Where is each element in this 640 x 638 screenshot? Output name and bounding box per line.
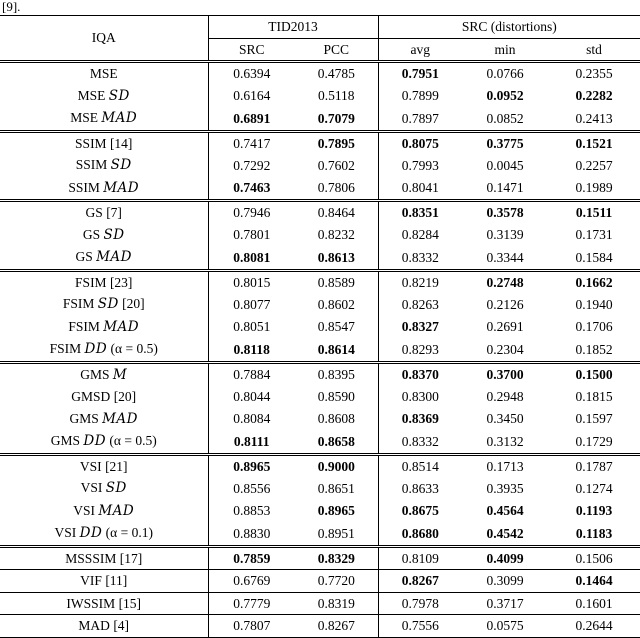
value-cell: 0.8075 [401, 135, 439, 151]
value-cell: 0.2257 [575, 157, 613, 173]
col-header-std: std [586, 41, 602, 57]
value-cell: 0.8293 [401, 341, 439, 357]
value-cell: 0.8675 [401, 503, 439, 518]
value-cell: 0.8332 [401, 433, 439, 449]
table-row [0, 85, 640, 108]
value-cell: 0.7859 [233, 550, 271, 566]
value-cell: 0.8329 [295, 546, 378, 570]
math-symbol: DD [79, 525, 103, 541]
value-cell: 0.8300 [401, 389, 439, 404]
value-cell: 0.8051 [233, 319, 271, 334]
value-cell: 0.2748 [486, 274, 524, 290]
iqa-method-cell: SSIM [14] [0, 131, 208, 154]
iqa-method-cell: MSE MAD [0, 107, 208, 131]
value-cell: 0.7556 [401, 618, 439, 633]
value-cell: 0.8109 [401, 550, 439, 566]
value-cell: 0.1662 [575, 274, 613, 290]
value-cell: 0.8556 [233, 480, 271, 496]
value-cell: 0.8332 [401, 249, 439, 265]
math-symbol: SD [103, 226, 125, 243]
value-cell: 0.1193 [575, 503, 613, 518]
caption-fragment: [9]. [2, 0, 21, 14]
math-symbol: MAD [101, 110, 138, 126]
iqa-method-cell: FSIM SD [20] [0, 293, 208, 316]
value-cell: 0.3700 [486, 367, 524, 382]
value-cell: 0.7946 [233, 205, 271, 220]
iqa-method-cell: VSI [21] [0, 454, 208, 477]
value-cell: 0.3578 [486, 205, 524, 220]
math-symbol: MAD [103, 318, 140, 335]
table-row [0, 454, 640, 477]
value-cell: 0.8965 [295, 500, 378, 523]
value-cell: 0.8351 [401, 205, 439, 220]
value-cell: 0.8319 [295, 592, 378, 615]
value-cell: 0.8633 [401, 480, 439, 496]
value-cell: 0.8614 [295, 338, 378, 362]
value-cell: 0.1989 [575, 180, 613, 195]
value-cell: 0.7899 [401, 88, 439, 103]
value-cell: 0.8613 [295, 246, 378, 270]
value-cell: 0.7079 [295, 107, 378, 131]
iqa-method-cell: MSSSIM [17] [0, 546, 208, 570]
table-header [0, 16, 640, 62]
value-cell: 0.3935 [486, 480, 524, 496]
value-cell: 0.3344 [486, 249, 524, 265]
value-cell: 0.1713 [486, 458, 524, 474]
iqa-method-cell: GMS MAD [0, 408, 208, 431]
value-cell: 0.1183 [575, 525, 613, 541]
value-cell: 0.8514 [401, 458, 439, 474]
value-cell: 0.1584 [575, 249, 613, 265]
value-cell: 0.5118 [295, 85, 378, 108]
table-row [0, 386, 640, 408]
value-cell: 0.9000 [295, 454, 378, 477]
value-cell: 0.7807 [233, 618, 271, 633]
value-cell: 0.8077 [233, 296, 271, 312]
math-symbol: MAD [103, 179, 140, 196]
value-cell: 0.4785 [295, 62, 378, 85]
value-cell: 0.0766 [486, 66, 524, 81]
col-header-min: min [494, 41, 516, 57]
value-cell: 0.7720 [295, 570, 378, 593]
value-cell: 0.1706 [575, 319, 613, 334]
value-cell: 0.1940 [575, 296, 613, 312]
value-cell: 0.1506 [575, 550, 613, 566]
value-cell: 0.6769 [233, 573, 271, 588]
iqa-method-cell: GS MAD [0, 246, 208, 270]
table-row [0, 546, 640, 570]
iqa-method-cell: MAD [4] [0, 615, 208, 638]
value-cell: 0.0575 [486, 618, 524, 633]
value-cell: 0.1729 [575, 433, 613, 449]
col-header-src: SRC [238, 41, 265, 57]
value-cell: 0.1601 [575, 595, 613, 611]
value-cell: 0.8041 [401, 180, 439, 195]
table-row [0, 316, 640, 339]
value-cell: 0.7463 [233, 180, 271, 195]
iqa-method-cell: IWSSIM [15] [0, 592, 208, 615]
table-row [0, 362, 640, 386]
table-row [0, 570, 640, 593]
value-cell: 0.8284 [401, 227, 439, 242]
table-row [0, 592, 640, 615]
table-row [0, 177, 640, 201]
value-cell: 0.7602 [295, 154, 378, 177]
value-cell: 0.1464 [575, 573, 613, 588]
table-row [0, 522, 640, 546]
iqa-method-cell: GS SD [0, 224, 208, 247]
value-cell: 0.8267 [401, 573, 439, 588]
iqa-method-cell: FSIM [23] [0, 270, 208, 293]
iqa-method-cell: VSI SD [0, 477, 208, 500]
value-cell: 0.8853 [233, 503, 271, 518]
table-row [0, 338, 640, 362]
iqa-method-cell: FSIM DD (α = 0.5) [0, 338, 208, 362]
value-cell: 0.3139 [486, 227, 524, 242]
value-cell: 0.3717 [486, 595, 524, 611]
math-symbol: DD [83, 433, 107, 449]
value-cell: 0.3099 [486, 573, 524, 588]
value-cell: 0.8680 [401, 525, 439, 541]
value-cell: 0.2282 [575, 88, 613, 103]
value-cell: 0.8369 [401, 411, 439, 426]
iqa-method-cell: MSE [0, 62, 208, 85]
math-symbol: SD [105, 480, 127, 496]
value-cell: 0.0852 [486, 110, 524, 126]
iqa-method-cell: FSIM MAD [0, 316, 208, 339]
value-cell: 0.2413 [575, 110, 613, 126]
table-row [0, 107, 640, 131]
iqa-method-cell: SSIM SD [0, 154, 208, 177]
table-body [0, 62, 640, 638]
iqa-method-cell: MSE SD [0, 85, 208, 108]
math-symbol: M [112, 366, 128, 383]
value-cell: 0.8464 [295, 201, 378, 224]
value-cell: 0.8267 [295, 615, 378, 638]
value-cell: 0.2691 [486, 319, 524, 334]
value-cell: 0.3450 [486, 411, 524, 426]
value-cell: 0.8370 [401, 367, 439, 382]
math-symbol: SD [108, 87, 130, 104]
value-cell: 0.8395 [295, 362, 378, 386]
value-cell: 0.1731 [575, 227, 613, 242]
value-cell: 0.1521 [575, 135, 613, 151]
value-cell: 0.8015 [233, 274, 271, 290]
table-row [0, 293, 640, 316]
value-cell: 0.7993 [401, 157, 439, 173]
value-cell: 0.8590 [295, 386, 378, 408]
value-cell: 0.2304 [486, 341, 524, 357]
value-cell: 0.8084 [233, 411, 271, 426]
value-cell: 0.7292 [233, 157, 271, 173]
value-cell: 0.8219 [401, 274, 439, 290]
value-cell: 0.1597 [575, 411, 613, 426]
value-cell: 0.8658 [295, 430, 378, 454]
value-cell: 0.8589 [295, 270, 378, 293]
table-row [0, 62, 640, 85]
value-cell: 0.7895 [295, 131, 378, 154]
col-header-pcc: PCC [295, 38, 378, 62]
value-cell: 0.4099 [486, 550, 524, 566]
col-group-src-distortions: SRC (distortions) [378, 16, 640, 39]
value-cell: 0.8965 [233, 458, 271, 474]
value-cell: 0.1787 [575, 458, 613, 474]
value-cell: 0.8327 [401, 319, 439, 334]
value-cell: 0.6891 [233, 110, 271, 126]
math-symbol: SD [110, 157, 132, 173]
value-cell: 0.4564 [486, 503, 524, 518]
iqa-method-cell: VSI DD (α = 0.1) [0, 522, 208, 546]
value-cell: 0.1500 [575, 367, 613, 382]
value-cell: 0.7884 [233, 367, 271, 382]
value-cell: 0.2355 [575, 66, 613, 81]
value-cell: 0.1852 [575, 341, 613, 357]
math-symbol: MAD [96, 249, 133, 265]
value-cell: 0.2644 [575, 618, 613, 633]
value-cell: 0.8651 [295, 477, 378, 500]
value-cell: 0.1511 [575, 205, 613, 220]
table-row [0, 246, 640, 270]
value-cell: 0.1274 [575, 480, 613, 496]
value-cell: 0.1471 [486, 180, 524, 195]
value-cell: 0.7806 [295, 177, 378, 201]
value-cell: 0.7801 [233, 227, 271, 242]
value-cell: 0.7417 [233, 135, 271, 151]
math-symbol: MAD [102, 410, 139, 427]
value-cell: 0.8602 [295, 293, 378, 316]
math-symbol: DD [84, 341, 108, 357]
value-cell: 0.8263 [401, 296, 439, 312]
value-cell: 0.8608 [295, 408, 378, 431]
math-symbol: SD [97, 296, 119, 312]
value-cell: 0.7779 [233, 595, 271, 611]
value-cell: 0.7897 [401, 110, 439, 126]
value-cell: 0.6394 [233, 66, 271, 81]
value-cell: 0.1815 [575, 389, 613, 404]
iqa-method-cell: GMS DD (α = 0.5) [0, 430, 208, 454]
table-row [0, 500, 640, 523]
iqa-method-cell: VIF [11] [0, 570, 208, 593]
iqa-method-cell: GMS M [0, 362, 208, 386]
value-cell: 0.0045 [486, 157, 524, 173]
value-cell: 0.8951 [295, 522, 378, 546]
value-cell: 0.8044 [233, 389, 271, 404]
value-cell: 0.0952 [486, 88, 524, 103]
iqa-results-table [0, 15, 640, 638]
value-cell: 0.7978 [401, 595, 439, 611]
table-row [0, 270, 640, 293]
iqa-method-cell: GMSD [20] [0, 386, 208, 408]
iqa-method-cell: GS [7] [0, 201, 208, 224]
math-symbol: MAD [98, 502, 135, 519]
table-row [0, 154, 640, 177]
value-cell: 0.3775 [486, 135, 524, 151]
table-row [0, 477, 640, 500]
value-cell: 0.8830 [233, 525, 271, 541]
col-header-avg: avg [410, 41, 430, 57]
value-cell: 0.2948 [486, 389, 524, 404]
table-row [0, 224, 640, 247]
value-cell: 0.8081 [233, 249, 271, 265]
value-cell: 0.8118 [233, 341, 270, 357]
value-cell: 0.8111 [233, 433, 270, 449]
value-cell: 0.4542 [486, 525, 524, 541]
value-cell: 0.6164 [233, 88, 271, 103]
table-row [0, 131, 640, 154]
value-cell: 0.8232 [295, 224, 378, 247]
table-row [0, 408, 640, 431]
value-cell: 0.7951 [401, 66, 439, 81]
value-cell: 0.2126 [486, 296, 524, 312]
value-cell: 0.8547 [295, 316, 378, 339]
iqa-method-cell: VSI MAD [0, 500, 208, 523]
col-group-tid2013: TID2013 [208, 16, 378, 39]
table-row [0, 201, 640, 224]
table-row [0, 430, 640, 454]
value-cell: 0.3132 [486, 433, 524, 449]
iqa-method-cell: SSIM MAD [0, 177, 208, 201]
col-header-iqa: IQA [0, 16, 208, 62]
